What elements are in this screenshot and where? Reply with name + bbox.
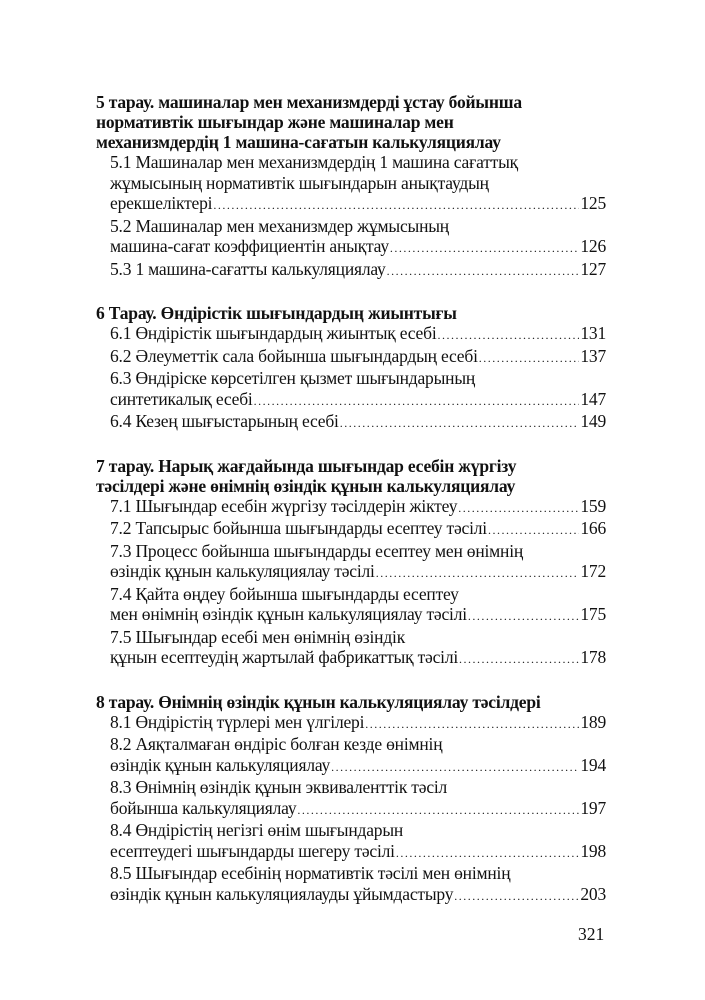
page-number: 321 bbox=[578, 924, 605, 944]
entry-text: 5.3 1 машина-сағатты калькуляциялау bbox=[110, 258, 386, 279]
dot-leader bbox=[396, 843, 580, 864]
entry-last-line bbox=[110, 561, 606, 584]
entry-text: есептеудегі шығындарды шегеру тәсілі bbox=[110, 840, 395, 861]
entry-text: 8.2 Аяқталмаған өндіріс болған кезде өнімнің bbox=[110, 734, 443, 754]
entry-text: 6.1 Өндірістік шығындардың жиынтық есебі bbox=[110, 323, 437, 343]
entry-page-number: 147 bbox=[580, 388, 606, 409]
entry-page-number: 203 bbox=[580, 883, 606, 904]
entry-last-line bbox=[110, 518, 606, 541]
entry-text: мен өнімнің өзіндік құнын калькуляциялау тәсілі bbox=[110, 604, 467, 624]
toc-entry bbox=[96, 496, 606, 519]
entry-text: 7.1 Шығындар есебін жүргізу тәсілдерін жіктеу bbox=[110, 495, 458, 516]
entry-page-number: 166 bbox=[580, 518, 606, 538]
toc-section bbox=[96, 456, 606, 670]
entry-text: 6.2 Әлеуметтік сала бойынша шығындардың есебі bbox=[110, 345, 478, 366]
dot-leader bbox=[387, 261, 580, 282]
section-title: 5 тарау. машиналар мен механизмдерді ұстау бойынша bbox=[96, 92, 522, 112]
toc-entry bbox=[96, 259, 606, 282]
toc-entry bbox=[96, 863, 606, 906]
entry-page-number: 126 bbox=[580, 236, 606, 256]
entry-page-number: 198 bbox=[580, 840, 606, 861]
entry-text: 5.2 Машиналар мен механизмдер жұмысының bbox=[110, 215, 449, 236]
dot-leader bbox=[390, 238, 579, 259]
entry-last-line bbox=[110, 496, 606, 519]
entry-page-number: 194 bbox=[580, 754, 606, 775]
entry-text: 8.1 Өндірістің түрлері мен үлгілері bbox=[110, 711, 365, 732]
dot-leader bbox=[488, 520, 579, 541]
entry-text: 7.5 Шығындар есебі мен өнімнің өзіндік bbox=[110, 626, 406, 647]
dot-leader bbox=[454, 886, 579, 907]
entry-page-number: 159 bbox=[580, 495, 606, 516]
entry-last-line bbox=[110, 323, 606, 346]
entry-text: жұмысының нормативтік шығындарын анықтаудың bbox=[110, 172, 489, 193]
entry-text: 7.3 Процесс бойынша шығындарды есептеу мен өнімнің bbox=[110, 540, 524, 561]
section-title: 7 тарау. Нарық жағдайында шығындар есебін жүргізу bbox=[96, 455, 517, 476]
toc-entry bbox=[96, 734, 606, 777]
toc-entry bbox=[96, 346, 606, 369]
entry-page-number: 197 bbox=[580, 797, 606, 818]
entry-last-line bbox=[110, 259, 606, 282]
entry-text: 7.2 Тапсырыс бойынша шығындарды есептеу тәсілі bbox=[110, 518, 487, 538]
toc-entry bbox=[96, 411, 606, 434]
entry-page-number: 178 bbox=[580, 647, 606, 667]
entry-text: бойынша калькуляциялау bbox=[110, 797, 297, 818]
dot-leader bbox=[340, 413, 580, 434]
dot-leader bbox=[479, 348, 580, 369]
dot-leader bbox=[438, 325, 580, 346]
entry-page-number: 137 bbox=[580, 345, 606, 366]
entry-text: 8.5 Шығындар есебінің нормативтік тәсілі мен өнімнің bbox=[110, 863, 511, 883]
toc-section bbox=[96, 303, 606, 434]
section-title: 6 Тарау. Өндірістік шығындардың жиынтығы bbox=[96, 303, 457, 323]
entry-page-number: 127 bbox=[580, 258, 606, 279]
dot-leader bbox=[254, 391, 580, 412]
toc-entry bbox=[96, 152, 606, 216]
dot-leader bbox=[468, 606, 579, 627]
dot-leader bbox=[365, 714, 579, 735]
dot-leader bbox=[458, 498, 579, 519]
dot-leader bbox=[376, 563, 580, 584]
entry-text: ерекшеліктері bbox=[110, 193, 213, 213]
entry-last-line bbox=[110, 236, 606, 259]
entry-text: 6.4 Кезең шығыстарының есебі bbox=[110, 411, 339, 431]
entry-last-line bbox=[110, 411, 606, 434]
section-title: механизмдердің 1 машина-сағатын калькуляциялау bbox=[96, 132, 501, 152]
entry-text: құнын есептеудің жартылай фабрикаттық тәсілі bbox=[110, 647, 459, 667]
entry-last-line bbox=[110, 389, 606, 412]
section-title: тәсілдері және өнімнің өзіндік құнын калькуляциялау bbox=[96, 475, 516, 496]
entry-text: 6.3 Өндіріске көрсетілген қызмет шығындарының bbox=[110, 368, 476, 388]
toc-section bbox=[96, 92, 606, 281]
entry-last-line bbox=[110, 346, 606, 369]
entry-page-number: 175 bbox=[580, 604, 606, 624]
toc-entry bbox=[96, 518, 606, 541]
entry-last-line bbox=[110, 755, 606, 778]
dot-leader bbox=[297, 800, 579, 821]
entry-page-number: 189 bbox=[580, 711, 606, 732]
entry-text: синтетикалық есебі bbox=[110, 388, 253, 409]
toc-entry bbox=[96, 541, 606, 584]
dot-leader bbox=[459, 649, 579, 670]
toc-entry bbox=[96, 584, 606, 627]
entry-text: 5.1 Машиналар мен механизмдердің 1 машина сағаттық bbox=[110, 152, 518, 172]
entry-page-number: 172 bbox=[580, 561, 606, 581]
entry-text: өзіндік құнын калькуляциялау тәсілі bbox=[110, 561, 375, 581]
entry-text: 7.4 Қайта өңдеу бойынша шығындарды есептеу bbox=[110, 583, 459, 604]
entry-last-line bbox=[110, 884, 606, 907]
entry-text: 8.3 Өнімнің өзіндік құнын эквиваленттік тәсіл bbox=[110, 777, 448, 797]
entry-page-number: 149 bbox=[580, 411, 606, 431]
toc-entry bbox=[96, 777, 606, 820]
toc-entry bbox=[96, 368, 606, 411]
toc-entry bbox=[96, 627, 606, 670]
entry-last-line bbox=[110, 193, 606, 216]
entry-text: машина-сағат коэффициентін анықтау bbox=[110, 236, 389, 256]
toc-entry bbox=[96, 712, 606, 735]
entry-page-number: 125 bbox=[580, 193, 606, 213]
entry-last-line bbox=[110, 647, 606, 670]
entry-last-line bbox=[110, 841, 606, 864]
section-title: нормативтік шығындар және машиналар мен bbox=[96, 112, 454, 132]
entry-last-line bbox=[110, 798, 606, 821]
entry-last-line bbox=[110, 604, 606, 627]
dot-leader bbox=[213, 195, 579, 216]
toc-section bbox=[96, 692, 606, 907]
toc-entry bbox=[96, 216, 606, 259]
toc-entry bbox=[96, 820, 606, 863]
entry-page-number: 131 bbox=[580, 323, 606, 343]
section-title: 8 тарау. Өнімнің өзіндік құнын калькуляциялау тәсілдері bbox=[96, 691, 541, 712]
toc-entry bbox=[96, 323, 606, 346]
entry-text: өзіндік құнын калькуляциялау bbox=[110, 754, 331, 775]
entry-text: 8.4 Өндірістің негізгі өнім шығындарын bbox=[110, 820, 404, 840]
entry-text: өзіндік құнын калькуляциялауды ұйымдастыру bbox=[110, 883, 454, 904]
entry-last-line bbox=[110, 712, 606, 735]
table-of-contents bbox=[96, 92, 606, 928]
dot-leader bbox=[331, 757, 579, 778]
